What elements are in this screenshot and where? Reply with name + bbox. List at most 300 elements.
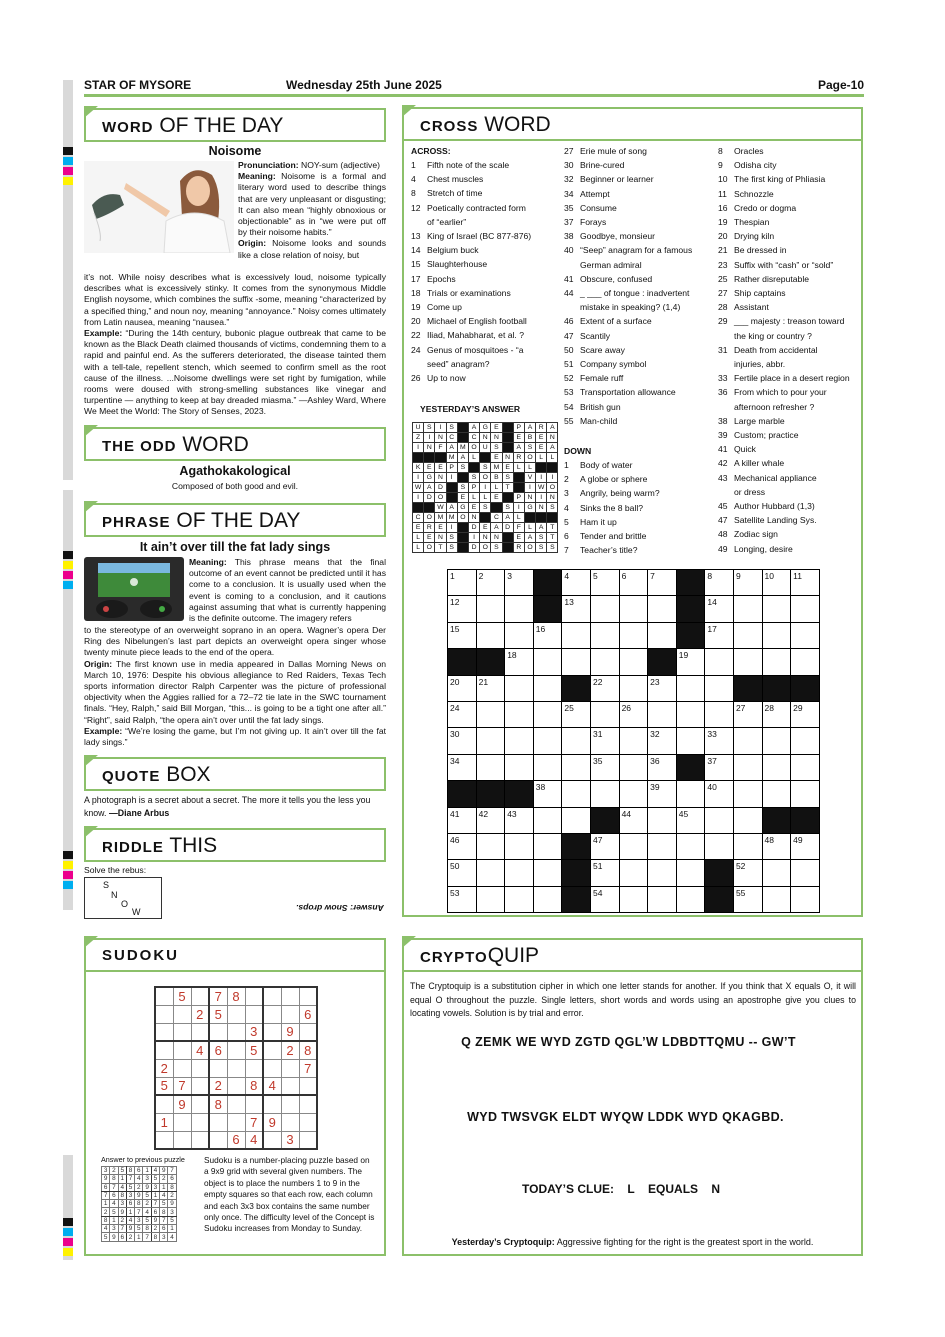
crossword-cell[interactable]: 48 bbox=[762, 833, 791, 859]
crossword-cell[interactable]: 10 bbox=[762, 570, 791, 596]
crossword-cell[interactable] bbox=[533, 728, 562, 754]
odd-word-tab: THE ODD WORD bbox=[84, 427, 386, 461]
crossword-cell[interactable]: 19 bbox=[676, 649, 705, 675]
answer-cell: 1 bbox=[118, 1175, 126, 1183]
crossword-cell[interactable] bbox=[619, 860, 648, 886]
crossword-cell[interactable] bbox=[762, 649, 791, 675]
crossword-cell[interactable] bbox=[505, 622, 534, 648]
crossword-cell[interactable]: 15 bbox=[448, 622, 477, 648]
crossword-cell[interactable] bbox=[505, 675, 534, 701]
word-of-day-tab: WORD OF THE DAY bbox=[84, 108, 386, 142]
black-cell bbox=[457, 473, 468, 483]
crossword-cell[interactable] bbox=[676, 728, 705, 754]
crossword-cell[interactable]: 52 bbox=[733, 860, 762, 886]
crossword-cell[interactable] bbox=[562, 781, 591, 807]
crossword-cell[interactable] bbox=[648, 622, 677, 648]
crossword-cell[interactable] bbox=[533, 886, 562, 912]
crossword-cell[interactable] bbox=[791, 649, 820, 675]
sudoku-cell[interactable] bbox=[173, 1113, 191, 1131]
crossword-cell[interactable] bbox=[533, 701, 562, 727]
sudoku-cell[interactable] bbox=[245, 1005, 263, 1023]
crossword-cell[interactable]: 8 bbox=[705, 570, 734, 596]
crossword-cell[interactable]: 34 bbox=[448, 754, 477, 780]
crossword-cell[interactable] bbox=[562, 649, 591, 675]
crossword-cell[interactable] bbox=[619, 649, 648, 675]
clue-text: Come up bbox=[427, 302, 462, 313]
crossword-cell[interactable] bbox=[476, 728, 505, 754]
crossword-cell[interactable] bbox=[705, 675, 734, 701]
crossword-cell[interactable] bbox=[619, 728, 648, 754]
sudoku-cell[interactable] bbox=[155, 1041, 173, 1059]
answer-cell: O bbox=[468, 443, 479, 453]
crossword-cell[interactable] bbox=[533, 649, 562, 675]
clue-item bbox=[564, 300, 714, 314]
sudoku-cell[interactable] bbox=[209, 1059, 227, 1077]
answer-cell: I bbox=[536, 493, 547, 503]
sudoku-cell[interactable] bbox=[263, 1059, 281, 1077]
sudoku-cell[interactable] bbox=[209, 1131, 227, 1149]
sudoku-cell[interactable] bbox=[299, 1113, 317, 1131]
crossword-cell[interactable]: 46 bbox=[448, 833, 477, 859]
crossword-cell[interactable]: 17 bbox=[705, 622, 734, 648]
clue-text: Up to now bbox=[427, 373, 466, 384]
crossword-cell[interactable]: 4 bbox=[562, 570, 591, 596]
crossword-cell[interactable] bbox=[676, 675, 705, 701]
crossword-cell[interactable] bbox=[562, 622, 591, 648]
crossword-cell[interactable]: 6 bbox=[619, 570, 648, 596]
crossword-cell[interactable] bbox=[762, 622, 791, 648]
crossword-cell[interactable]: 5 bbox=[590, 570, 619, 596]
sudoku-cell[interactable] bbox=[227, 1113, 245, 1131]
black-cell bbox=[480, 453, 491, 463]
clue-item bbox=[411, 272, 561, 286]
sudoku-cell[interactable] bbox=[263, 1041, 281, 1059]
crossword-cell[interactable]: 1 bbox=[448, 570, 477, 596]
crossword-cell[interactable] bbox=[705, 649, 734, 675]
sudoku-cell[interactable] bbox=[281, 1095, 299, 1113]
crossword-cell[interactable]: 49 bbox=[791, 833, 820, 859]
crossword-cell[interactable]: 12 bbox=[448, 596, 477, 622]
crossword-cell[interactable] bbox=[733, 807, 762, 833]
crossword-cell[interactable] bbox=[791, 860, 820, 886]
black-cell bbox=[424, 503, 435, 513]
answer-cell: N bbox=[480, 433, 491, 443]
crossword-cell[interactable] bbox=[762, 886, 791, 912]
cryptoquip-line1: Q ZEMK WE WYD ZGTD QGL’W LDBDTTQMU -- GW’T bbox=[461, 1035, 796, 1049]
crossword-cell[interactable]: 18 bbox=[505, 649, 534, 675]
sudoku-cell[interactable] bbox=[227, 1005, 245, 1023]
sudoku-cell[interactable] bbox=[281, 1113, 299, 1131]
crossword-cell[interactable]: 51 bbox=[590, 860, 619, 886]
crossword-cell[interactable] bbox=[676, 781, 705, 807]
crossword-cell[interactable] bbox=[590, 701, 619, 727]
sudoku-cell[interactable] bbox=[155, 1023, 173, 1041]
clue-item bbox=[564, 329, 714, 343]
clue-text: Scantily bbox=[580, 330, 611, 341]
crossword-cell[interactable] bbox=[648, 701, 677, 727]
sudoku-cell[interactable] bbox=[263, 1005, 281, 1023]
answer-cell: L bbox=[480, 493, 491, 503]
clue-number: 26 bbox=[411, 373, 421, 384]
sudoku-cell[interactable] bbox=[191, 987, 209, 1005]
sudoku-cell[interactable] bbox=[263, 1095, 281, 1113]
answer-cell: N bbox=[502, 453, 513, 463]
clue-item bbox=[564, 543, 714, 557]
sudoku-cell[interactable] bbox=[281, 987, 299, 1005]
rebus-letter: O bbox=[121, 899, 129, 909]
crossword-cell[interactable] bbox=[505, 596, 534, 622]
answer-cell: D bbox=[424, 493, 435, 503]
clue-number: 49 bbox=[718, 543, 728, 554]
crossword-cell[interactable] bbox=[505, 728, 534, 754]
crossword-cell[interactable]: 44 bbox=[619, 807, 648, 833]
black-cell bbox=[457, 543, 468, 553]
crossword-cell[interactable] bbox=[590, 781, 619, 807]
crossword-cell[interactable]: 35 bbox=[590, 754, 619, 780]
black-cell bbox=[513, 483, 524, 493]
crossword-cell[interactable]: 37 bbox=[705, 754, 734, 780]
word-of-day-def-a: Pronunciation: NOY-sum (adjective) Meaning: Noisome is a formal and literary word used to describe things that are very unpleasant or disgusting; It can also mean “highly obnoxious or objectionable” as in “we were put off by their noisome habits.” Origin: Noisome looks and sounds like a close relation of noisy, but bbox=[238, 160, 386, 260]
crossword-cell[interactable] bbox=[648, 860, 677, 886]
crossword-cell[interactable] bbox=[476, 754, 505, 780]
rebus-letter: S bbox=[103, 880, 110, 890]
black-cell bbox=[533, 570, 562, 596]
crossword-cell[interactable]: 24 bbox=[448, 701, 477, 727]
clue-number: 36 bbox=[718, 387, 728, 398]
black-cell bbox=[536, 513, 547, 523]
crossword-cell[interactable]: 21 bbox=[476, 675, 505, 701]
crossword-cell[interactable]: 36 bbox=[648, 754, 677, 780]
crossword-cell[interactable]: 3 bbox=[505, 570, 534, 596]
clue-item bbox=[411, 172, 561, 186]
quote-tab: QUOTE BOX bbox=[84, 757, 386, 791]
crossword-cell[interactable] bbox=[791, 781, 820, 807]
crossword-cell[interactable] bbox=[562, 807, 591, 833]
crossword-cell[interactable]: 40 bbox=[705, 781, 734, 807]
crossword-cell[interactable] bbox=[533, 833, 562, 859]
clue-number: 43 bbox=[718, 472, 728, 483]
crossword-cell[interactable] bbox=[533, 754, 562, 780]
crossword-cell[interactable] bbox=[619, 675, 648, 701]
sudoku-cell[interactable] bbox=[299, 1131, 317, 1149]
clue-item bbox=[564, 414, 714, 428]
crossword-cell[interactable] bbox=[533, 860, 562, 886]
sudoku-cell[interactable] bbox=[245, 987, 263, 1005]
sudoku-cell[interactable] bbox=[227, 1077, 245, 1095]
sudoku-cell[interactable] bbox=[299, 1077, 317, 1095]
sudoku-cell[interactable] bbox=[191, 1095, 209, 1113]
clue-item bbox=[718, 428, 863, 442]
answer-cell: L bbox=[547, 453, 558, 463]
sudoku-cell[interactable] bbox=[281, 1005, 299, 1023]
clue-text: Body of water bbox=[580, 460, 633, 470]
clue-text: Credo or dogma bbox=[734, 202, 797, 213]
crossword-cell[interactable]: 55 bbox=[733, 886, 762, 912]
across-label: ACROSS: bbox=[411, 146, 451, 156]
answer-cell: 6 bbox=[118, 1233, 126, 1241]
crossword-cell[interactable]: 29 bbox=[791, 701, 820, 727]
sudoku-cell[interactable] bbox=[263, 1131, 281, 1149]
crossword-cell[interactable]: 14 bbox=[705, 596, 734, 622]
clue-item bbox=[564, 486, 714, 500]
crossword-cell[interactable] bbox=[476, 622, 505, 648]
answer-cell: I bbox=[524, 483, 535, 493]
crossword-cell[interactable]: 27 bbox=[733, 701, 762, 727]
crossword-cell[interactable] bbox=[791, 622, 820, 648]
answer-cell: 8 bbox=[143, 1225, 151, 1233]
crossword-cell[interactable] bbox=[791, 754, 820, 780]
color-swatch bbox=[63, 551, 73, 559]
crossword-cell[interactable]: 16 bbox=[533, 622, 562, 648]
clue-item bbox=[564, 529, 714, 543]
crossword-cell[interactable]: 9 bbox=[733, 570, 762, 596]
crossword-cell[interactable] bbox=[791, 728, 820, 754]
answer-cell: 6 bbox=[168, 1175, 176, 1183]
crossword-cell[interactable] bbox=[733, 781, 762, 807]
clue-item bbox=[411, 286, 561, 300]
crossword-cell[interactable] bbox=[733, 728, 762, 754]
sudoku-grid bbox=[154, 986, 318, 1150]
sudoku-cell: 3 bbox=[245, 1023, 263, 1041]
clue-item bbox=[718, 286, 863, 300]
crossword-cell[interactable] bbox=[476, 860, 505, 886]
sudoku-cell: 2 bbox=[191, 1005, 209, 1023]
sudoku-cell[interactable] bbox=[299, 1023, 317, 1041]
sudoku-cell[interactable] bbox=[155, 1131, 173, 1149]
black-cell bbox=[676, 754, 705, 780]
crossword-cell[interactable]: 22 bbox=[590, 675, 619, 701]
answer-cell: T bbox=[435, 543, 446, 553]
crossword-cell[interactable] bbox=[619, 886, 648, 912]
crossword-cell[interactable]: 45 bbox=[676, 807, 705, 833]
sudoku-cell: 6 bbox=[209, 1041, 227, 1059]
crossword-cell[interactable] bbox=[562, 728, 591, 754]
black-cell bbox=[676, 622, 705, 648]
crossword-cell[interactable] bbox=[476, 833, 505, 859]
sudoku-cell[interactable] bbox=[191, 1131, 209, 1149]
clue-text: Teacher’s title? bbox=[580, 545, 638, 556]
sudoku-cell[interactable] bbox=[263, 987, 281, 1005]
crossword-cell[interactable]: 26 bbox=[619, 701, 648, 727]
crossword-cell[interactable]: 38 bbox=[533, 781, 562, 807]
crossword-cell[interactable] bbox=[733, 596, 762, 622]
answer-cell: 8 bbox=[168, 1183, 176, 1191]
clue-text: Death from accidental bbox=[734, 344, 818, 355]
clue-item bbox=[564, 400, 714, 414]
crossword-cell[interactable] bbox=[705, 833, 734, 859]
answer-cell: N bbox=[435, 533, 446, 543]
crossword-cell[interactable] bbox=[619, 622, 648, 648]
answer-cell: 5 bbox=[143, 1191, 151, 1199]
black-cell bbox=[446, 483, 457, 493]
crossword-cell[interactable] bbox=[590, 649, 619, 675]
answer-cell: L bbox=[491, 483, 502, 493]
crossword-cell[interactable]: 54 bbox=[590, 886, 619, 912]
answer-cell: O bbox=[424, 513, 435, 523]
crossword-cell[interactable]: 20 bbox=[448, 675, 477, 701]
crossword-cell[interactable]: 32 bbox=[648, 728, 677, 754]
answer-cell: 8 bbox=[151, 1233, 159, 1241]
sudoku-cell[interactable] bbox=[299, 987, 317, 1005]
crossword-cell[interactable] bbox=[476, 701, 505, 727]
sudoku-cell[interactable] bbox=[173, 1131, 191, 1149]
crossword-cell[interactable] bbox=[705, 807, 734, 833]
crossword-cell[interactable] bbox=[762, 754, 791, 780]
crossword-cell[interactable]: 11 bbox=[791, 570, 820, 596]
crossword-cell[interactable] bbox=[505, 701, 534, 727]
crossword-cell[interactable] bbox=[505, 860, 534, 886]
crossword-cell[interactable]: 43 bbox=[505, 807, 534, 833]
crossword-cell[interactable]: 13 bbox=[562, 596, 591, 622]
crossword-cell[interactable] bbox=[533, 675, 562, 701]
crossword-cell[interactable] bbox=[648, 833, 677, 859]
crossword-cell[interactable] bbox=[476, 886, 505, 912]
crossword-cell[interactable]: 42 bbox=[476, 807, 505, 833]
answer-cell: A bbox=[513, 443, 524, 453]
crossword-cell[interactable] bbox=[676, 833, 705, 859]
sudoku-cell[interactable] bbox=[191, 1059, 209, 1077]
crossword-cell[interactable]: 31 bbox=[590, 728, 619, 754]
crossword-cell[interactable] bbox=[762, 860, 791, 886]
sudoku-cell[interactable] bbox=[173, 1041, 191, 1059]
crossword-cell[interactable] bbox=[533, 807, 562, 833]
crossword-cell[interactable]: 53 bbox=[448, 886, 477, 912]
answer-cell: N bbox=[491, 533, 502, 543]
clue-text: Poetically contracted form bbox=[427, 202, 526, 213]
sudoku-cell[interactable] bbox=[173, 1059, 191, 1077]
sudoku-cell: 7 bbox=[299, 1059, 317, 1077]
sudoku-cell[interactable] bbox=[155, 1095, 173, 1113]
crossword-cell[interactable] bbox=[676, 886, 705, 912]
crossword-cell[interactable]: 28 bbox=[762, 701, 791, 727]
clue-item bbox=[564, 272, 714, 286]
crossword-cell[interactable] bbox=[590, 622, 619, 648]
sudoku-cell[interactable] bbox=[173, 1005, 191, 1023]
crossword-cell[interactable]: 2 bbox=[476, 570, 505, 596]
clue-item bbox=[564, 343, 714, 357]
sudoku-cell[interactable] bbox=[173, 1023, 191, 1041]
riddle-prompt: Solve the rebus: bbox=[84, 865, 147, 875]
crossword-cell[interactable] bbox=[562, 754, 591, 780]
crossword-cell[interactable] bbox=[733, 622, 762, 648]
answer-cell: S bbox=[457, 463, 468, 473]
crossword-cell[interactable] bbox=[590, 596, 619, 622]
crossword-cell[interactable]: 39 bbox=[648, 781, 677, 807]
crossword-cell[interactable] bbox=[648, 886, 677, 912]
sudoku-cell[interactable] bbox=[227, 1059, 245, 1077]
crossword-cell[interactable] bbox=[676, 860, 705, 886]
black-cell bbox=[476, 781, 505, 807]
crossword-cell[interactable] bbox=[505, 833, 534, 859]
sudoku-cell[interactable] bbox=[227, 1041, 245, 1059]
sudoku-cell[interactable] bbox=[191, 1023, 209, 1041]
black-cell bbox=[733, 675, 762, 701]
crossword-cell[interactable] bbox=[476, 596, 505, 622]
answer-cell: 5 bbox=[168, 1216, 176, 1224]
clue-text: Oracles bbox=[734, 146, 764, 156]
crossword-cell[interactable] bbox=[705, 701, 734, 727]
crossword-cell[interactable]: 7 bbox=[648, 570, 677, 596]
clue-text: Schnozzle bbox=[734, 188, 774, 199]
answer-cell: S bbox=[502, 503, 513, 513]
sudoku-cell[interactable] bbox=[191, 1113, 209, 1131]
sudoku-cell[interactable] bbox=[209, 1113, 227, 1131]
sudoku-cell: 8 bbox=[299, 1041, 317, 1059]
crossword-cell[interactable] bbox=[505, 886, 534, 912]
sudoku-cell[interactable] bbox=[263, 1023, 281, 1041]
crossword-cell[interactable] bbox=[733, 833, 762, 859]
crossword-cell[interactable] bbox=[733, 754, 762, 780]
crossword-cell[interactable] bbox=[619, 833, 648, 859]
answer-cell: S bbox=[468, 473, 479, 483]
sudoku-cell[interactable] bbox=[227, 1023, 245, 1041]
crossword-cell[interactable]: 30 bbox=[448, 728, 477, 754]
crossword-cell[interactable] bbox=[791, 886, 820, 912]
answer-cell: R bbox=[424, 523, 435, 533]
answer-cell: A bbox=[547, 423, 558, 433]
crossword-cell[interactable]: 23 bbox=[648, 675, 677, 701]
answer-cell: N bbox=[491, 433, 502, 443]
answer-cell: E bbox=[435, 523, 446, 533]
answer-cell: E bbox=[435, 463, 446, 473]
crossword-cell[interactable] bbox=[762, 728, 791, 754]
clue-item bbox=[718, 314, 863, 328]
black-cell bbox=[446, 493, 457, 503]
rebus-letter: N bbox=[111, 890, 118, 900]
answer-cell: R bbox=[536, 423, 547, 433]
color-swatch bbox=[63, 1228, 73, 1236]
crossword-cell[interactable] bbox=[619, 781, 648, 807]
sudoku-cell[interactable] bbox=[281, 1077, 299, 1095]
sudoku-cell[interactable] bbox=[227, 1095, 245, 1113]
crossword-cell[interactable] bbox=[762, 596, 791, 622]
crossword-cell[interactable]: 50 bbox=[448, 860, 477, 886]
sudoku-cell[interactable] bbox=[155, 987, 173, 1005]
page-header bbox=[84, 78, 864, 92]
sudoku-cell[interactable] bbox=[245, 1095, 263, 1113]
sudoku-cell[interactable] bbox=[155, 1005, 173, 1023]
sudoku-cell[interactable] bbox=[191, 1077, 209, 1095]
crossword-cell[interactable] bbox=[619, 596, 648, 622]
answer-cell: I bbox=[480, 483, 491, 493]
crossword-cell[interactable]: 33 bbox=[705, 728, 734, 754]
crossword-cell[interactable] bbox=[676, 701, 705, 727]
clue-text: Suffix with “cash” or “sold” bbox=[734, 259, 834, 270]
color-swatch bbox=[63, 871, 73, 879]
page-number: Page-10 bbox=[817, 78, 864, 92]
clue-number: 28 bbox=[718, 302, 728, 313]
crossword-cell[interactable] bbox=[733, 649, 762, 675]
sudoku-cell[interactable] bbox=[281, 1059, 299, 1077]
crossword-cell[interactable] bbox=[791, 596, 820, 622]
sudoku-cell[interactable] bbox=[245, 1059, 263, 1077]
crossword-cell[interactable]: 47 bbox=[590, 833, 619, 859]
sudoku-cell[interactable] bbox=[209, 1023, 227, 1041]
sudoku-cell[interactable] bbox=[299, 1095, 317, 1113]
crossword-cell[interactable] bbox=[648, 596, 677, 622]
crossword-cell[interactable]: 25 bbox=[562, 701, 591, 727]
answer-cell: S bbox=[547, 503, 558, 513]
word-of-day-def-b: it’s not. While noisy describes what is excessively loud, noisome typically describes what is excessively stinky. It comes from the synonymous Middle English noysome, which combines the suffix -some, meaning “characterized by a specified thing,” and noun noy, meaning “annoyance.” Noisy comes ultimately from Latin nausea, meaning “nausea.” Example: “During the 14th century, bubonic plague outbreak that came to be known as the Black Death claimed thousands of victims, condemning them to a rapid and painful end. As the sufferers deteriorated, the disease tainted them with a tell-tale, repellent stench, which seemed to confirm smell as the root cause of the illness. ...Noisome dwellings were set right by fumigation, while rooms were doused with strong-smelling substances like vinegar and turpentine — anything to keep at bay dreaded miasma.” —Ashley Ward, Where We Meet the World: The Story of Senses, 2023. bbox=[84, 272, 386, 417]
crossword-cell[interactable] bbox=[619, 754, 648, 780]
clue-number: 29 bbox=[718, 316, 728, 327]
black-cell bbox=[562, 833, 591, 859]
crossword-cell[interactable] bbox=[648, 807, 677, 833]
crossword-cell[interactable] bbox=[762, 781, 791, 807]
gaming-photo bbox=[84, 557, 184, 621]
crossword-cell[interactable]: 41 bbox=[448, 807, 477, 833]
crossword-cell[interactable] bbox=[505, 754, 534, 780]
